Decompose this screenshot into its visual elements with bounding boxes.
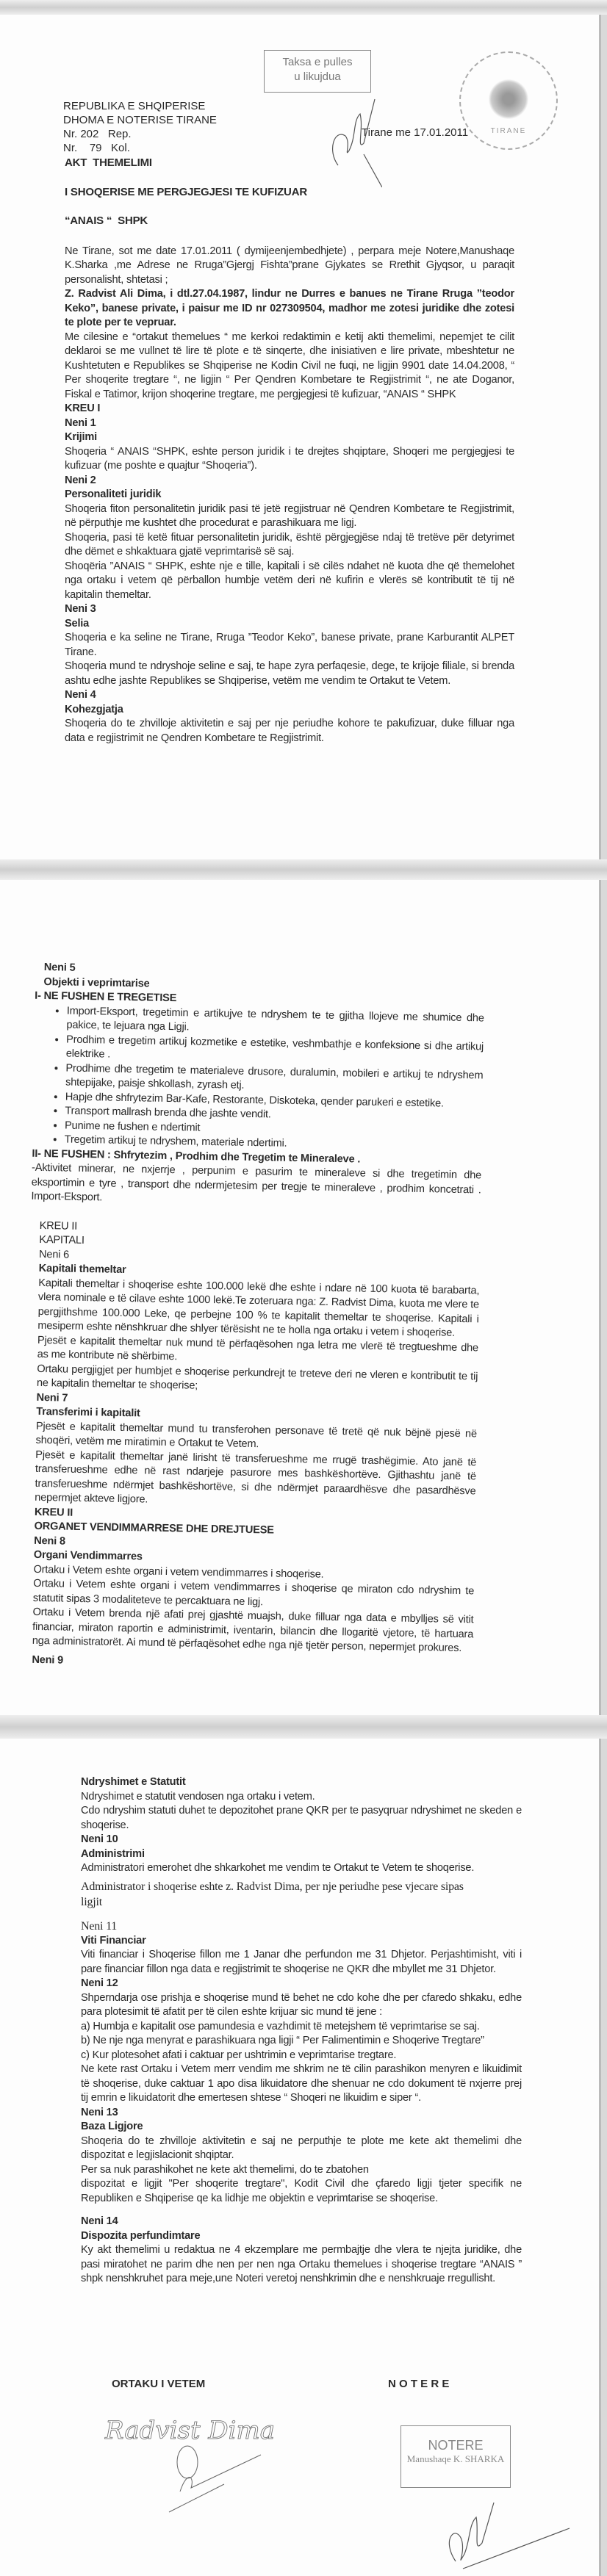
article-paragraph: Shoqeria, pasi të ketë fituar personalitetin juridik, është përgjegjëse ndaj të tretëve për detyrimet dhe dëmet e shkaktuara gjatë veprimtarisë së saj. <box>65 531 514 558</box>
article-number: Neni 12 <box>81 1977 118 1989</box>
founding-declaration: Me cilesine e “ortakut themelues “ me kerkoi redaktimin e ketij akti themelimi, nepemjet te cilit deklaroi se me vullnet të lire të plote e të sinqerte, dhe inisiativen e lire private, mbeshtetur ne Kushtetuten e Republikes se Shqiperise ne Kodin Civil ne fuqi, ne ligjin 9901 date 14.04.2008, “ Per shoqerite tregtare “, ne ligjin “ Per Qendren Kombetare te Regjistrimit “, ne ate Doganor, Fiskal e Tatimor, krijon shoqerine tregtare, me pergjegjesi të kufizuar, “ANAIS “ SHPK <box>65 331 514 400</box>
article-title: Kapitali themeltar <box>38 1262 126 1277</box>
article-paragraph: dispozitat e ligjit "Per shoqerite tregtare", Kodit Civil dhe çfaredo ligji tjeter specifik ne Republiken e Shqiperise qe ka lidhje me objektin e veprimtarise se shoqerise. <box>81 2178 522 2204</box>
list-item: b) Ne nje nga menyrat e parashikuara nga ligji “ Per Falimentimin e Shoqerive Tregtare” <box>81 2035 484 2046</box>
article-title: Personaliteti juridik <box>65 488 162 500</box>
activity-item: • Punime ne fushen e ndertimit <box>65 1119 482 1140</box>
page-3-body <box>81 1775 522 2287</box>
article-number: Neni 6 <box>38 1248 70 1261</box>
article-title: Administrimi <box>81 1847 145 1860</box>
article-number: Neni 4 <box>65 689 96 701</box>
article-title: Objekti i veprimtarise <box>43 975 150 990</box>
article-title: Organi Vendimmarres <box>33 1548 143 1563</box>
article-paragraph: Ndryshimet e statutit vendosen nga ortaku i vetem. <box>81 1790 315 1803</box>
page-gap <box>0 1715 607 1739</box>
article-paragraph: Administratori emerohet dhe shkarkohet me vendim te Ortakut te Vetem te shoqerise. <box>81 1862 475 1874</box>
chamber-label: DHOMA E NOTERISE TIRANE <box>63 114 217 126</box>
article-title: Kohezgjatja <box>65 703 123 715</box>
republic-label: REPUBLIKA E SHQIPERISE <box>63 100 206 112</box>
chapter-subtitle: ORGANET VENDIMMARRESE DHE DREJTUESE <box>34 1520 274 1537</box>
page-1 <box>0 15 601 859</box>
article-paragraph: Ortaku i Vetem brenda një afati prej gjashtë muajsh, duke filluar nga data e mbylljes së vitit financiar, miraton raportin e administrimit, iventarin, bilancin dhe llogaritë vjetore, të hartuara nga administratorët. Ai mund të përfaqësohet edhe nga një tjetër person, nepermjet prokures. <box>32 1606 474 1655</box>
article-paragraph: Kapitali themeltar i shoqerise eshte 100.000 lekë dhe eshte i ndare në 100 kuota të barabarta, vlera nominale e të cilave eshte 1000 lekë.Te zoteruara nga: Z. Radvist Dima, kuota me vlere te pergjithshme 100.000 Leke, qe perbejne 100 % te kapitalit themeltar te shoqerise. Kapitali i mesiperm eshte nënshkruar dhe shlyer tërësisht ne te holla nga ortaku i vetem i shoqerise. <box>37 1277 480 1339</box>
chapter-title: KREU II <box>34 1506 73 1519</box>
article-paragraph: Shoqeria fiton personalitetin juridik pasi të jetë regjistruar në Qendren Kombetare te Regjistrimit, në përputhje me kushtet dhe procedurat e parashikuara me ligj. <box>65 502 514 529</box>
article-number: Neni 8 <box>34 1534 65 1548</box>
article-paragraph: Administrator i shoqerise eshte z. Radvist Dima, per nje periudhe pese vjecare sipas ligjit <box>81 1880 464 1908</box>
page-2 <box>0 880 601 1715</box>
article-title: Dispozita perfundimtare <box>81 2229 201 2242</box>
article-paragraph: Viti financiar i Shoqerise fillon me 1 Janar dhe perfundon me 31 Dhjetor. Perjashtimisht, viti i pare financiar fillon nga data e regjistrimit te shoqerise ne QKR dhe mbyllet me 31 Dhjetor. <box>81 1949 522 1975</box>
partner-label: ORTAKU I VETEM <box>112 2378 206 2390</box>
article-paragraph: Pjesët e kapitalit themeltar nuk mund të përfaqësohen nga letra me vlerë të tregtueshme dhe as me kontribute në shërbime. <box>37 1334 479 1363</box>
article-paragraph: Pjesët e kapitalit themeltar janë lirisht të transferueshme me rrugë trashëgimie. Ato janë të transferueshme edhe në rast ndarjeje pasurore mes bashkëshortëve. Gjithashtu janë të transferueshme ndërmjet bashkëshortëve, si dhe ndërmjet paraardhësve dhe pasardhësve nepermjet akteve ligjore. <box>35 1448 477 1506</box>
article-paragraph: Ortaku i Vetem eshte organi i vetem vendimmarres i shoqerise qe miraton cdo ndryshim te statutit sipas 3 modaliteteve te percaktuara ne ligj. <box>32 1577 475 1608</box>
article-paragraph: Shoqeria do te zhvilloje aktivitetin e saj ne perputhje te plote me kete akt themelimi dhe dispozitat e legjislacionit shqiptar. <box>81 2135 522 2161</box>
activity-item: • Tregetim artikuj te ndryshem, materiale ndertimi. <box>65 1133 482 1155</box>
article-paragraph: Ortaku i Vetem eshte organi i vetem vendimmarres i shoqerise. <box>33 1563 324 1581</box>
article-paragraph: Shoqëria ”ANAIS “ SHPK, eshte nje e tille, kapitali i së cilës ndahet në kuota dhe që themelohet nga ortaku i vetem që përballon humbje vetëm deri në kufirin e vlerës së kontributit të tij në kapitalin themeltar. <box>65 560 514 601</box>
article-number: Neni 13 <box>81 2106 118 2118</box>
article-paragraph: Ne kete rast Ortaku i Vetem merr vendim me shkrim ne të cilin parashikon menyren e likuidimit të shoqerise, duke caktuar 1 apo disa likuidatore dhe shenuar ne cdo dokument të nxjerre prej tij emrin e likuidatorit dhe emertesen shtese “ Shoqeri ne likuidim e siper “. <box>81 2063 522 2104</box>
article-number: Neni 1 <box>65 416 96 429</box>
list-item: c) Kur plotesohet afati i caktuar per ushtrimin e veprimtarise tregtare. <box>81 2049 397 2061</box>
activity-item: • Transport mallrash brenda dhe jashte vendit. <box>65 1105 482 1126</box>
article-title: Transferimi i kapitalit <box>36 1405 140 1420</box>
notary-seal: TIRANE <box>459 51 558 150</box>
page-1-body <box>65 156 514 746</box>
field-heading: II- NE FUSHEN : Shfrytezim , Prodhim dhe Tregetim te Mineraleve . <box>32 1147 361 1166</box>
kol-number: Nr. 79 Kol. <box>63 142 130 154</box>
field-heading: I- NE FUSHEN E TREGETISE <box>35 989 177 1005</box>
article-paragraph: Cdo ndryshim statuti duhet te depozitohet prane QKR per te pasyqruar ndryshimet ne skeden e shoqerise. <box>81 1805 522 1831</box>
article-number: Neni 7 <box>36 1391 68 1404</box>
chapter-subtitle: KAPITALI <box>39 1233 85 1247</box>
notary-stamp: NOTERE Manushaqe K. SHARKA <box>401 2425 511 2488</box>
article-paragraph: -Aktivitet minerar, ne nxjerrje , perpunim e pasurim te mineraleve si dhe tregetimin dhe eksportimin e tyre , transport dhe ndermjetesim per tregje te mineraleve , prodhim koncetrati . Import-Eksport. <box>31 1161 482 1204</box>
page-2-body <box>32 961 485 1675</box>
article-number: Neni 10 <box>81 1833 118 1845</box>
article-number: Neni 2 <box>65 474 96 486</box>
article-title: Viti Financiar <box>81 1934 146 1947</box>
eagle-emblem-icon <box>489 79 528 120</box>
article-paragraph: Shoqeria mund te ndryshoje seline e saj, te hape zyra perfaqesie, dege, te krijoje filiale, si brenda ashtu edhe jashte Republikes se Shqiperise, vetëm me vendim te Ortakut te Vetem. <box>65 660 514 687</box>
activity-item: • Import-Eksport, tregetimin e artikujve te ndryshem te te gjitha llojeve me shumice dhe pakice, te lejuara nga Ligji. <box>66 1004 484 1040</box>
article-title: Krijimi <box>65 431 98 443</box>
article-title: Selia <box>65 617 90 629</box>
article-paragraph: Shoqeria do te zhvilloje aktivitetin e saj per nje periudhe kohore te pakufizuar, duke filluar nga data e regjistrimit ne Qendren Kombetare te Regjistrimit. <box>65 718 514 744</box>
article-title: Ndryshimet e Statutit <box>81 1776 186 1788</box>
article-number: Neni 5 <box>43 961 76 974</box>
activity-item: • Prodhim e tregetim artikuj kozmetike e estetike, veshmbathje e konfeksione si dhe artikuj elektrike . <box>66 1033 484 1069</box>
partner-signature <box>99 2403 290 2514</box>
founder-details: Z. Radvist Ali Dima, i dtl.27.04.1987, lindur ne Durres e banues ne Tirane Rruga ”teodor Keko”, banese private, i paisur me ID nr 027309504, madhor me zotesi juridike dhe zotesi te plote per te vepruar. <box>65 288 514 328</box>
rep-number: Nr. 202 Rep. <box>63 128 132 140</box>
notary-label: N O T E R E <box>388 2378 450 2390</box>
article-paragraph: Shperndarja ose prishja e shoqerise mund të behet ne cdo kohe dhe per cfaredo shkaku, edhe para plotesimit të afatit per të cilen eshte krijuar sic mund të jene : <box>81 1991 522 2018</box>
article-title: Baza Ligjore <box>81 2121 143 2132</box>
article-number: Neni 3 <box>65 603 96 615</box>
article-paragraph: Pjesët e kapitalit themeltar mund tu transferohen personave të tretë që nuk bëjnë pjesë në shoqëri, vetëm me miratimin e Ortakut te Vetem. <box>35 1420 477 1451</box>
article-number: Neni 11 <box>81 1919 118 1933</box>
article-number: Neni 9 <box>32 1653 64 1667</box>
article-paragraph: Shoqeria e ka seline ne Tirane, Rruga ”Teodor Keko”, banese private, prane Karburantit ALPET Tirane. <box>65 632 514 658</box>
doc-title: AKT THEMELIMI <box>65 156 152 169</box>
intro-paragraph: Ne Tirane, sot me date 17.01.2011 ( dymijeenjembedhjete) , perpara meje Notere,Manushaqe K.Sharka ,me Adrese ne Rruga”Gjergj Fishta”prane Gjykates se Rrethit Gjyqsor, u paraqit personalisht, shtetasi ; <box>65 245 514 286</box>
list-item: a) Humbja e kapitalit ose pamundesia e vazhdimit të metejshem të veprimtarise se saj. <box>81 2020 480 2032</box>
doc-subtitle: I SHOQERISE ME PERGJEGJESI TE KUFIZUAR <box>65 185 307 198</box>
page-gap <box>0 859 607 880</box>
page-gap <box>0 0 607 15</box>
activity-list <box>41 1003 484 1154</box>
article-paragraph: Ky akt themelimi u redaktua ne 4 ekzemplare me permbajtje dhe vlera te njejta juridike, dhe pasi miratohet ne parim dhe nen per nen nga Ortaku themelues i shoqerise tregtare “ANAIS ” shpk nenshkruhet para meje,une Noteri veretoj nenshkrimin dhe e nenshkruaje rregullisht. <box>81 2244 522 2284</box>
article-number: Neni 14 <box>81 2215 118 2227</box>
place-date: Tirane me 17.01.2011 <box>362 126 469 139</box>
svg-text:Radvist Dima: Radvist Dima <box>105 2416 276 2445</box>
tax-stamp: Taksa e pulles u likujdua <box>264 50 371 93</box>
article-paragraph: Per sa nuk parashikohet ne kete akt themelimi, do te zbatohen <box>81 2163 369 2176</box>
notary-signature <box>441 2495 573 2576</box>
chapter-title: KREU I <box>65 403 101 414</box>
company-name: “ANAIS “ SHPK <box>65 214 148 227</box>
activity-item: • Hapje dhe shfrytezim Bar-Kafe, Restorante, Diskoteka, qender parukeri e estetike. <box>65 1090 483 1111</box>
article-paragraph: Shoqeria “ ANAIS “SHPK, eshte person juridik i te drejtes shqiptare, Shoqeri me pergjegjesi te kufizuar (me poshte e quajtur “Shoqeria”). <box>65 445 514 472</box>
notary-header <box>63 99 217 155</box>
article-paragraph: Ortaku pergjigjet per humbjet e shoqerise perkundrejt te treteve deri ne vleren e kontributit te tij ne kapitalin themeltar te shoqerise; <box>36 1363 478 1392</box>
chapter-title: KREU II <box>39 1219 78 1233</box>
activity-item: • Prodhime dhe tregetim te materialeve drusore, duralumin, mobileri e artikuj te ndryshem shtepijake, paisje shkollash, zyrash etj. <box>65 1061 484 1097</box>
page-3 <box>0 1739 601 2576</box>
